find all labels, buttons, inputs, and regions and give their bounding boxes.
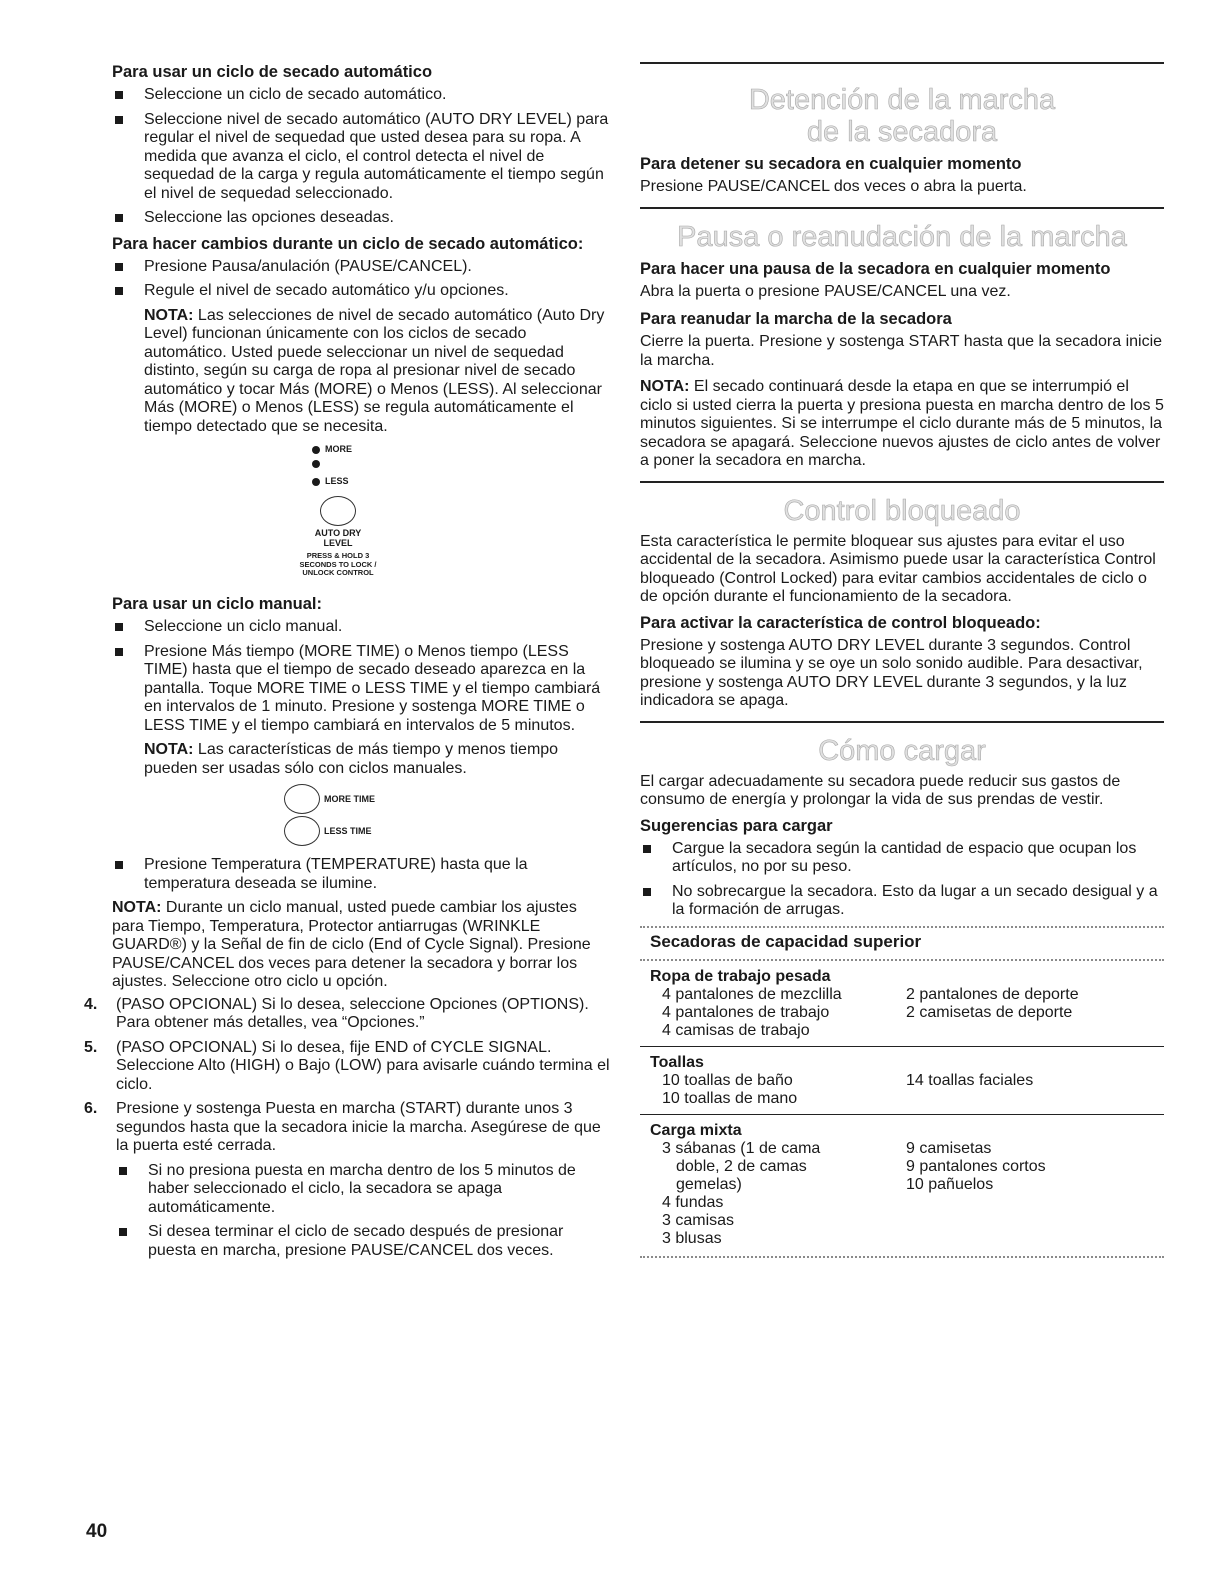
- table-item: 4 pantalones de mezclilla: [662, 985, 842, 1003]
- note-auto-dry: [112, 307, 612, 437]
- note-text: Las características de más tiempo y menos tiempo pueden ser usadas sólo con ciclos manuales.: [144, 741, 559, 777]
- note-manual: [112, 741, 612, 778]
- less-label: LESS: [325, 476, 349, 486]
- press-hold-line: PRESS & HOLD 3: [306, 551, 370, 560]
- section-divider: [640, 721, 1164, 723]
- auto-dry-control-panel: [112, 444, 612, 590]
- temperature-bullet: Presione Temperatura (TEMPERATURE) hasta que la temperatura deseada se ilumine.: [112, 856, 612, 893]
- changes-heading: Para hacer cambios durante un ciclo de secado automático:: [112, 234, 584, 253]
- table-item: 10 toallas de mano: [662, 1089, 798, 1107]
- group-name: Toallas: [650, 1053, 704, 1071]
- page-number: 40: [86, 1521, 108, 1542]
- step-text: Presione y sostenga Puesta en marcha (START) durante unos 3 segundos hasta que la secadora inicie la marcha. Asegúrese de que la puerta esté cerrada.: [116, 1100, 601, 1154]
- press-hold-line: SECONDS TO LOCK /: [299, 559, 377, 569]
- middle-light-icon: [312, 460, 320, 468]
- step-5: [84, 1039, 612, 1095]
- stop-heading: Para detener su secadora en cualquier momento: [640, 155, 1022, 173]
- table-item: 3 camisas: [662, 1211, 735, 1229]
- pause-section-title: Pausa o reanudación de la marcha: [677, 220, 1127, 253]
- step6-bullet: Si no presiona puesta en marcha dentro de los 5 minutos de haber seleccionado el ciclo, la secadora se apaga automáticamente.: [116, 1162, 612, 1218]
- press-hold-label: [290, 552, 386, 578]
- resume-note: [640, 378, 1164, 471]
- lock-text: Esta característica le permite bloquear sus ajustes para evitar el uso accidental de la secadora. Asimismo puede usar la característica Control bloqueado (Control Locked) para evitar cambios accidentales de ciclo o de opción durante el funcionamiento de la secadora.: [640, 532, 1156, 605]
- step-number: 6.: [84, 1100, 98, 1117]
- table-divider: [640, 959, 1164, 961]
- more-label: MORE: [325, 444, 352, 454]
- table-bottom-border: [640, 1256, 1164, 1258]
- table-item: 9 pantalones cortos: [906, 1157, 1046, 1175]
- middle-indicator: [312, 460, 325, 468]
- step-6: [84, 1100, 612, 1260]
- tip-bullet: No sobrecargue la secadora. Esto da lugar a un secado desigual y a la formación de arrugas.: [640, 883, 1164, 920]
- time-control-panel: [112, 784, 612, 848]
- lock-heading: Para activar la característica de control bloqueado:: [640, 613, 1041, 632]
- table-item: 4 camisas de trabajo: [662, 1021, 810, 1039]
- section-divider: [640, 62, 1164, 64]
- table-item: 2 camisetas de deporte: [906, 1003, 1073, 1021]
- step6-bullet: Si desea terminar el ciclo de secado después de presionar puesta en marcha, presione PAUSE/CANCEL dos veces.: [116, 1223, 612, 1260]
- changes-bullet: Regule el nivel de secado automático y/u opciones.: [112, 282, 612, 301]
- less-time-label: LESS TIME: [324, 826, 372, 836]
- group-col2: [906, 1072, 1164, 1108]
- note-label: NOTA:: [112, 899, 162, 916]
- table-item: gemelas): [676, 1175, 742, 1193]
- section-divider: [640, 207, 1164, 209]
- auto-bullet: Seleccione un ciclo de secado automático.: [112, 86, 612, 105]
- tip-bullet: Cargue la secadora según la cantidad de espacio que ocupan los artículos, no por su peso.: [640, 840, 1164, 877]
- manual-bullet: Seleccione un ciclo manual.: [112, 618, 612, 637]
- table-item: 14 toallas faciales: [906, 1071, 1034, 1089]
- table-item: 3 sábanas (1 de cama: [662, 1139, 821, 1157]
- load-text: El cargar adecuadamente su secadora puede reducir sus gastos de consumo de energía y prolongar la vida de sus prendas de vestir.: [640, 772, 1121, 808]
- press-hold-line: UNLOCK CONTROL: [302, 568, 374, 577]
- changes-bullet: Presione Pausa/anulación (PAUSE/CANCEL).: [112, 258, 612, 277]
- step-text: (PASO OPCIONAL) Si lo desea, fije END of CYCLE SIGNAL. Seleccione Alto (HIGH) o Bajo (LOW) para avisarle cuándo termina el ciclo.: [116, 1038, 610, 1093]
- note-label: NOTA:: [640, 378, 690, 395]
- group-col1: [650, 986, 906, 1040]
- table-top-border: [640, 926, 1164, 928]
- table-item: 4 fundas: [662, 1193, 724, 1211]
- step-4: [84, 996, 612, 1033]
- table-group-towels: [650, 1053, 1164, 1108]
- note-label: NOTA:: [144, 306, 194, 324]
- auto-dry-level-button[interactable]: [320, 496, 356, 526]
- lock-steps: Presione y sostenga AUTO DRY LEVEL durante 3 segundos. Control bloqueado se ilumina y se oye un solo sonido audible. Para desactivar, presione y sostenga AUTO DRY LEVEL durante 3 segundos, y la luz indicadora se apaga.: [640, 636, 1143, 709]
- note-manual-settings: [112, 899, 612, 992]
- load-table: [640, 932, 1164, 1258]
- table-group-mixed: [650, 1121, 1164, 1248]
- auto-cycle-heading: Para usar un ciclo de secado automático: [112, 63, 433, 81]
- stop-title-line: Detención de la marcha: [748, 84, 1056, 116]
- more-time-button[interactable]: [284, 784, 320, 814]
- manual-heading: Para usar un ciclo manual:: [112, 595, 322, 613]
- auto-dry-label-line: AUTO DRY: [314, 528, 362, 538]
- pause-heading: Para hacer una pausa de la secadora en cualquier momento: [640, 259, 1111, 278]
- table-item: doble, 2 de camas: [676, 1157, 807, 1175]
- step-number: 4.: [84, 995, 98, 1013]
- manual-bullet: Presione Más tiempo (MORE TIME) o Menos tiempo (LESS TIME) hasta que el tiempo de secado deseado aparezca en la pantalla. Toque MORE TIME o LESS TIME y el tiempo cambiará en intervalos de 1 minuto. Presione y sostenga MORE TIME o LESS TIME y el tiempo cambiará en intervalos de 5 minutos.: [112, 643, 612, 736]
- stop-title-line: de la secadora: [806, 116, 998, 148]
- group-items: [650, 1072, 1164, 1108]
- less-indicator: [312, 476, 349, 487]
- auto-bullet: Seleccione nivel de secado automático (AUTO DRY LEVEL) para regular el nivel de sequedad que usted desea para su ropa. A medida que avanza el ciclo, el control detecta el nivel de sequedad de la carga y regula automáticamente el tiempo según el nivel de sequedad seleccionado.: [112, 111, 612, 204]
- more-light-icon: [312, 446, 320, 454]
- group-col2: [906, 1140, 1164, 1248]
- pause-text: Abra la puerta o presione PAUSE/CANCEL una vez.: [640, 282, 1011, 300]
- more-time-label: MORE TIME: [324, 794, 375, 804]
- table-item: 10 pañuelos: [906, 1175, 994, 1193]
- auto-dry-label: [300, 528, 376, 548]
- table-divider: [640, 1114, 1164, 1115]
- less-time-button[interactable]: [284, 816, 320, 846]
- load-section-title: Cómo cargar: [818, 734, 986, 767]
- note-text: Durante un ciclo manual, usted puede cambiar los ajustes para Tiempo, Temperatura, Protector antiarrugas (WRINKLE GUARD®) y la Señal de fin de ciclo (End of Cycle Signal). Presione PAUSE/CANCEL dos veces para detener la secadora y borrar los ajustes. Seleccione otro ciclo u opción.: [112, 899, 591, 990]
- resume-text: Cierre la puerta. Presione y sostenga START hasta que la secadora inicie la marcha.: [640, 333, 1163, 369]
- auto-dry-label-line: LEVEL: [323, 538, 353, 548]
- left-column: [84, 62, 612, 1266]
- group-col1: [650, 1140, 906, 1248]
- table-item: 4 pantalones de trabajo: [662, 1003, 830, 1021]
- table-title: Secadoras de capacidad superior: [650, 931, 922, 951]
- more-indicator: [312, 444, 352, 455]
- right-column: [640, 62, 1164, 1262]
- less-light-icon: [312, 478, 320, 486]
- stop-text: Presione PAUSE/CANCEL dos veces o abra la puerta.: [640, 178, 1027, 195]
- note-text: Las selecciones de nivel de secado automático (Auto Dry Level) funcionan únicamente con los ciclos de secado automático. Usted puede seleccionar un nivel de sequedad distinto, según su carga de ropa al presionar nivel de secado automático y tocar Más (MORE) o Menos (LESS). Al seleccionar Más (MORE) o Menos (LESS) se regula automáticamente el tiempo detectado que se necesita.: [144, 306, 605, 435]
- group-col2: [906, 986, 1164, 1040]
- resume-heading: Para reanudar la marcha de la secadora: [640, 310, 952, 328]
- group-name: Carga mixta: [650, 1121, 742, 1139]
- note-text: El secado continuará desde la etapa en que se interrumpió el ciclo si usted cierra la puerta y presiona puesta en marcha dentro de los 5 minutos siguientes. Si se interrumpe el ciclo durante más de 5 minutos, la secadora se apagará. Seleccione nuevos ajustes de ciclo antes de volver a poner la secadora en marcha.: [640, 378, 1164, 469]
- table-item: 3 blusas: [662, 1229, 722, 1247]
- step-number: 5.: [84, 1038, 98, 1056]
- table-item: 9 camisetas: [906, 1139, 992, 1157]
- step-text: (PASO OPCIONAL) Si lo desea, seleccione Opciones (OPTIONS). Para obtener más detalles, vea “Opciones.”: [116, 995, 589, 1031]
- auto-bullet: Seleccione las opciones deseadas.: [112, 209, 612, 228]
- group-items: [650, 986, 1164, 1040]
- table-group-workwear: [650, 967, 1164, 1040]
- note-label: NOTA:: [144, 741, 194, 758]
- table-item: 2 pantalones de deporte: [906, 985, 1079, 1003]
- tips-heading: Sugerencias para cargar: [640, 816, 833, 835]
- group-name: Ropa de trabajo pesada: [650, 967, 831, 985]
- group-items: [650, 1140, 1164, 1248]
- group-col1: [650, 1072, 906, 1108]
- table-item: 10 toallas de baño: [662, 1071, 793, 1089]
- lock-section-title: Control bloqueado: [783, 494, 1021, 527]
- table-divider: [640, 1046, 1164, 1047]
- section-divider: [640, 481, 1164, 483]
- stop-section-title: [640, 84, 1164, 148]
